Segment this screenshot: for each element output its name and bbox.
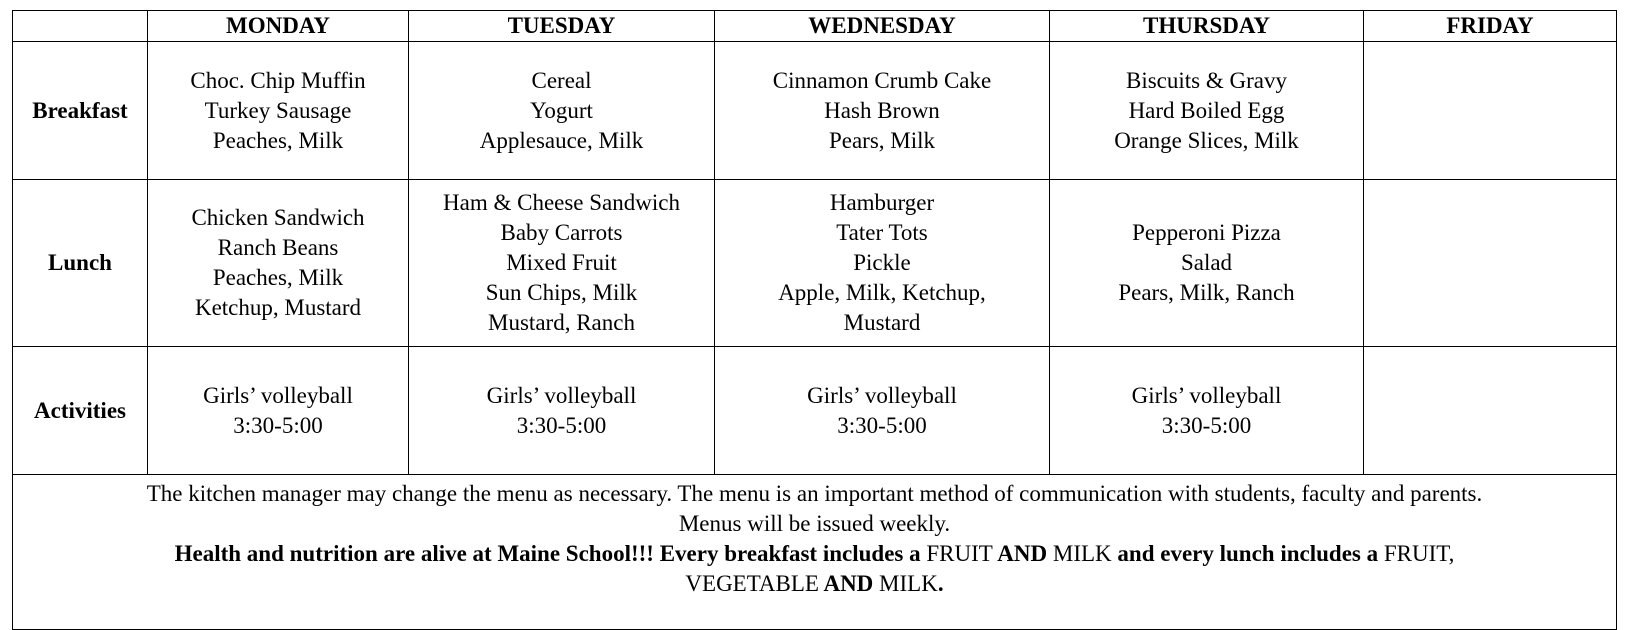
menu-item: Turkey Sausage [204,97,352,123]
lunch-wednesday [715,180,1050,347]
lunch-thursday [1050,180,1364,347]
row-label-breakfast: Breakfast [13,42,148,180]
menu-item: Apple, Milk, Ketchup, [778,280,986,305]
activities-row [13,347,1617,475]
menu-item: Baby Carrots [500,220,623,245]
menu-item: Mustard [843,310,921,335]
activities-wednesday [715,347,1050,475]
milk-word-lunch: MILK [879,571,938,596]
breakfast-row [13,42,1617,180]
day-header-tuesday: TUESDAY [409,11,715,42]
menu-item: Pears, Milk, Ranch [1118,280,1295,305]
notice-text: The kitchen manager may change the menu as necessary. The menu is an important method of communication with students, faculty and parents. [146,481,1483,506]
menu-item: Yogurt [530,97,593,123]
menu-item: Choc. Chip Muffin [190,67,366,93]
health-text-part1: Health and nutrition are alive at Maine School!!! Every breakfast includes a [174,541,927,566]
menu-item: Pepperoni Pizza [1132,220,1281,245]
fruit-word: FRUIT [926,541,993,566]
and-word: AND [992,541,1053,566]
menu-notes [13,475,1617,630]
menu-item: Applesauce, Milk [479,127,644,153]
menu-item: Hamburger [829,190,935,215]
activities-thursday [1050,347,1364,475]
menu-item: Ham & Cheese Sandwich [443,190,680,215]
activity-time: 3:30-5:00 [837,412,927,438]
breakfast-monday [148,42,409,180]
breakfast-thursday [1050,42,1364,180]
milk-word: MILK [1052,541,1112,566]
menu-item: Orange Slices, Milk [1114,127,1299,153]
breakfast-wednesday [715,42,1050,180]
menu-item: Chicken Sandwich [191,205,365,230]
vegetable-word: VEGETABLE [685,571,819,596]
activities-monday [148,347,409,475]
health-statement-continued [13,569,1616,599]
activity-name: Girls’ volleyball [807,382,957,408]
activity-time: 3:30-5:00 [233,412,323,438]
lunch-tuesday [409,180,715,347]
menu-item: Cinnamon Crumb Cake [772,67,992,93]
period: . [937,571,944,596]
menu-item: Biscuits & Gravy [1126,67,1287,93]
activity-name: Girls’ volleyball [486,382,637,408]
activities-tuesday [409,347,715,475]
day-header-thursday: THURSDAY [1050,11,1364,42]
menu-item: Salad [1180,250,1233,275]
menu-item: Peaches, Milk [212,127,344,153]
activities-friday [1364,347,1617,475]
row-label-lunch: Lunch [13,180,148,347]
and-word-lunch: AND [818,571,880,596]
activity-time: 3:30-5:00 [1161,412,1252,438]
health-text-part2: and every lunch includes a [1111,541,1384,566]
lunch-row [13,180,1617,347]
menu-item: Ranch Beans [217,235,339,260]
breakfast-tuesday [409,42,715,180]
weekly-issue-text: Menus will be issued weekly. [678,511,951,536]
fruit-word-lunch: FRUIT, [1383,541,1455,566]
health-statement [13,539,1616,569]
footer-row [13,475,1617,630]
menu-item: Hash Brown [824,97,940,123]
weekly-menu-table [12,10,1617,630]
activity-name: Girls’ volleyball [203,382,353,408]
menu-sheet [12,10,1616,624]
menu-item: Mixed Fruit [506,250,617,275]
lunch-monday [148,180,409,347]
menu-item: Tater Tots [836,220,928,245]
header-row [13,11,1617,42]
activity-name: Girls’ volleyball [1131,382,1282,408]
lunch-friday [1364,180,1617,347]
menu-item: Sun Chips, Milk [485,280,638,305]
row-label-activities: Activities [13,347,148,475]
menu-item: Mustard, Ranch [488,310,635,335]
menu-item: Ketchup, Mustard [194,295,362,320]
corner-cell [13,11,148,42]
menu-item: Peaches, Milk [212,265,344,290]
menu-item: Pickle [853,250,911,275]
menu-item: Pears, Milk [828,127,936,153]
day-header-friday: FRIDAY [1364,11,1617,42]
day-header-monday: MONDAY [148,11,409,42]
menu-item: Hard Boiled Egg [1128,97,1285,123]
breakfast-friday [1364,42,1617,180]
activity-time: 3:30-5:00 [516,412,607,438]
menu-item: Cereal [531,67,592,93]
day-header-wednesday: WEDNESDAY [715,11,1050,42]
